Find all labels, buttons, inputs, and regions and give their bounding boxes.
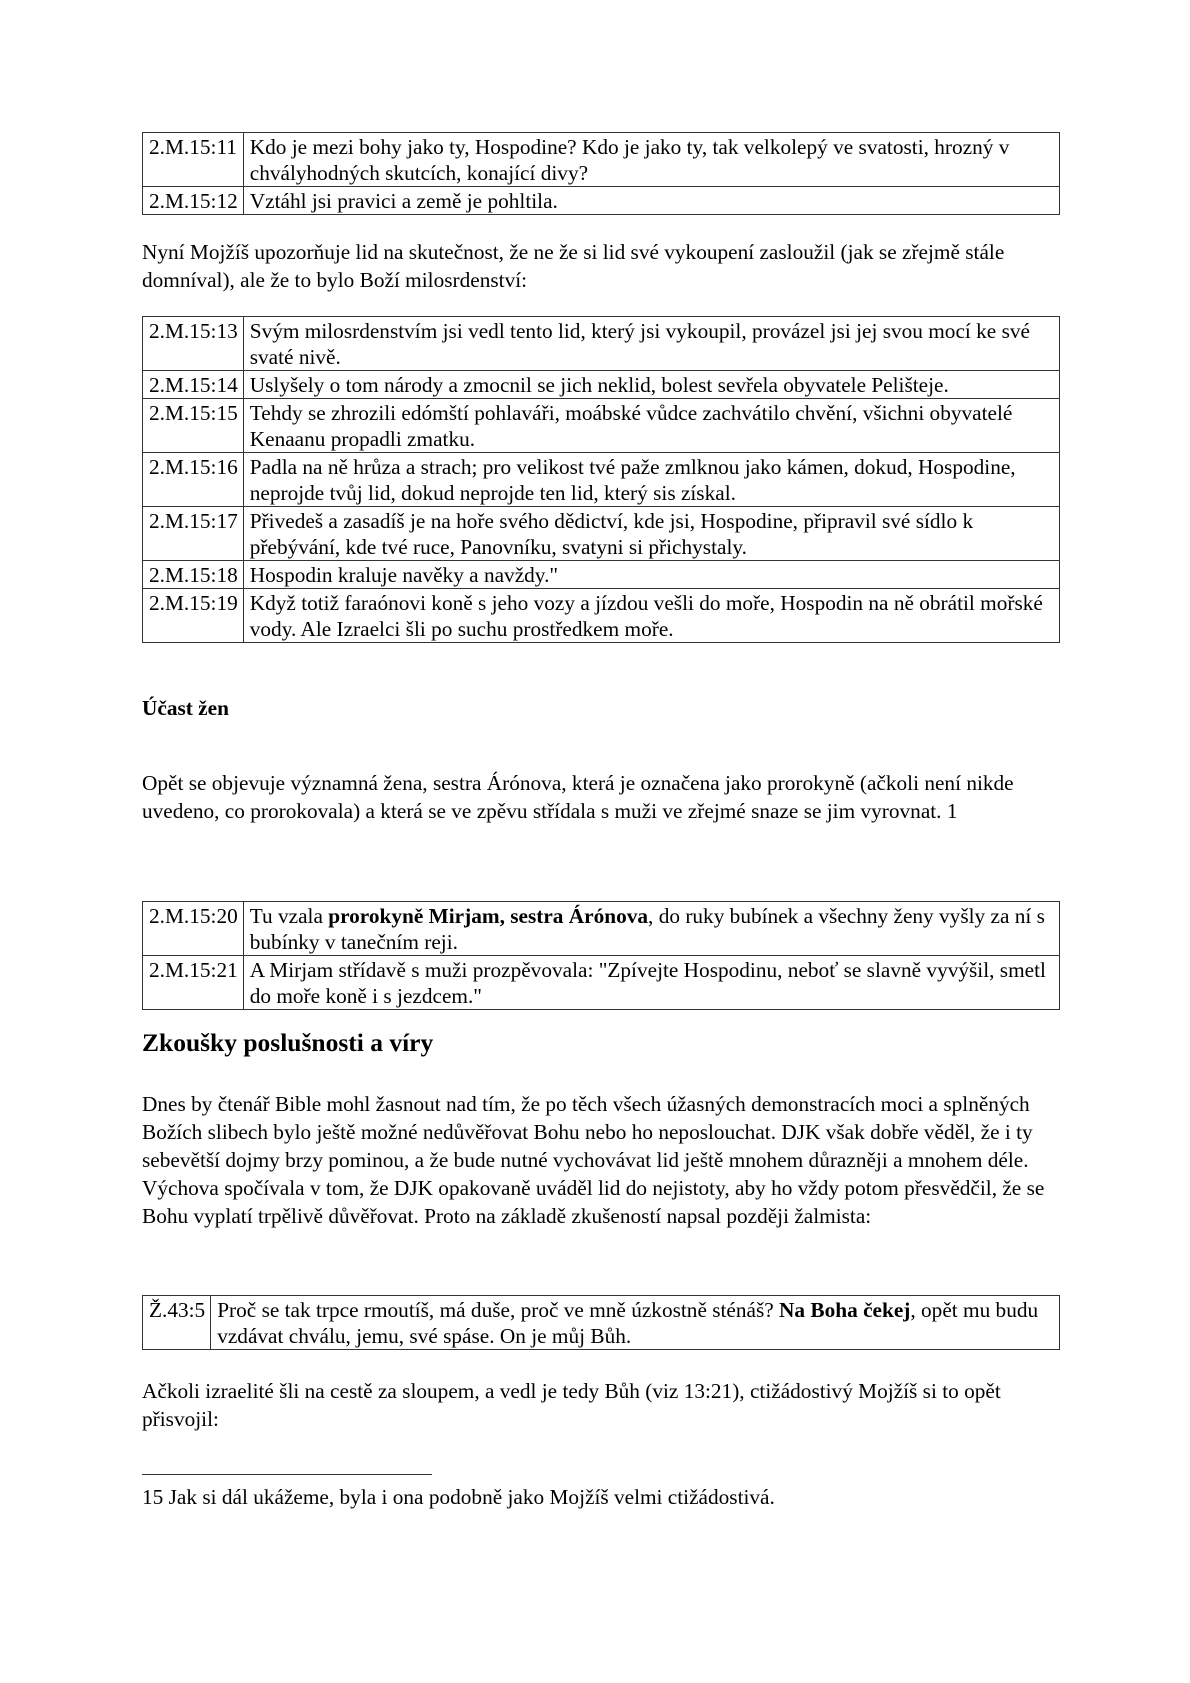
table-row <box>143 902 1060 956</box>
table-row <box>143 589 1060 643</box>
paragraph-4-wrap <box>142 1377 1060 1433</box>
verse-text-bold: Na Boha čekej <box>779 1298 911 1322</box>
verse-ref: 2.M.15:18 <box>143 561 244 589</box>
verse-table <box>142 316 1060 643</box>
paragraph-3-wrap <box>142 1090 1060 1230</box>
verse-text-part: , do ruky bubínek a všechny ženy vyšly za ní s bubínky v tanečním reji. <box>249 904 1045 954</box>
verse-text <box>211 1296 1060 1350</box>
table-row <box>143 187 1060 215</box>
paragraph: Dnes by čtenář Bible mohl žasnout nad tím, že po těch všech úžasných demonstracích moci a splněných Božích slibech bylo ještě možné nedůvěřovat Bohu nebo ho neposlouchat. DJK však dobře věděl, že i ty sebevětší dojmy brzy pominou, a že bude nutné vychovávat lid ještě mnohem důrazněji a mnohem déle. Výchova spočívala v tom, že DJK opakovaně uváděl lid do nejistoty, aby ho vždy potom přesvědčil, že se Bohu vyplatí trpělivě důvěřovat. Proto na základě zkušeností napsal později žalmista: <box>142 1092 1045 1228</box>
verse-table-3 <box>142 901 1060 1010</box>
verse-text: Uslyšely o tom národy a zmocnil se jich neklid, bolest sevřela obyvatele Pelišteje. <box>243 371 1059 399</box>
verse-text: Tehdy se zhrozili edómští pohlaváři, moábské vůdce zachvátilo chvění, všichni obyvatelé Kenaanu propadli zmatku. <box>243 399 1059 453</box>
verse-text: Přivedeš a zasadíš je na hoře svého dědictví, kde jsi, Hospodine, připravil své sídlo k přebývání, kde tvé ruce, Panovníku, svatyni si přichystaly. <box>243 507 1059 561</box>
table-row <box>143 399 1060 453</box>
verse-text: Hospodin kraluje navěky a navždy." <box>243 561 1059 589</box>
verse-ref: 2.M.15:20 <box>143 902 244 956</box>
verse-text: Kdo je mezi bohy jako ty, Hospodine? Kdo je jako ty, tak velkolepý ve svatosti, hrozný v chvályhodných skutcích, konající divy? <box>243 133 1059 187</box>
verse-table <box>142 901 1060 1010</box>
subheading: Účast žen <box>142 696 229 720</box>
table-row <box>143 956 1060 1010</box>
paragraph-2-wrap <box>142 769 1060 825</box>
table-row <box>143 453 1060 507</box>
table-row <box>143 317 1060 371</box>
verse-text-bold: prorokyně Mirjam, sestra Árónova <box>328 904 649 928</box>
verse-text-part: Tu vzala <box>249 904 329 928</box>
verse-text <box>243 902 1059 956</box>
verse-ref: 2.M.15:11 <box>143 133 244 187</box>
paragraph: Opět se objevuje významná žena, sestra Árónova, která je označena jako prorokyně (ačkoli není nikde uvedeno, co prorokovala) a která se ve zpěvu střídala s muži ve zřejmé snaze se jim vyrovnat. 1 <box>142 771 1014 823</box>
paragraph-1-wrap <box>142 238 1060 294</box>
verse-ref: 2.M.15:17 <box>143 507 244 561</box>
table-row <box>143 371 1060 399</box>
section-heading: Zkoušky poslušnosti a víry <box>142 1028 434 1057</box>
verse-ref: 2.M.15:16 <box>143 453 244 507</box>
subheading-wrap <box>142 694 1060 722</box>
verse-table <box>142 1295 1060 1350</box>
verse-text-part: , opět mu budu vzdávat chválu, jemu, své spáse. On je můj Bůh. <box>217 1298 1039 1348</box>
verse-ref: 2.M.15:13 <box>143 317 244 371</box>
verse-ref: 2.M.15:21 <box>143 956 244 1010</box>
verse-ref: 2.M.15:14 <box>143 371 244 399</box>
footnote: 15 Jak si dál ukážeme, byla i ona podobně jako Mojžíš velmi ctižádostivá. <box>142 1485 775 1509</box>
verse-text: Svým milosrdenstvím jsi vedl tento lid, který jsi vykoupil, provázel jsi jej svou mocí ke své svaté nivě. <box>243 317 1059 371</box>
table-row <box>143 561 1060 589</box>
paragraph: Nyní Mojžíš upozorňuje lid na skutečnost, že ne že si lid své vykoupení zasloužil (jak se zřejmě stále domníval), ale že to bylo Boží milosrdenství: <box>142 240 1005 292</box>
verse-ref: 2.M.15:12 <box>143 187 244 215</box>
verse-ref: 2.M.15:19 <box>143 589 244 643</box>
verse-table <box>142 132 1060 215</box>
verse-table-2 <box>142 316 1060 643</box>
verse-table-4 <box>142 1295 1060 1350</box>
paragraph: Ačkoli izraelité šli na cestě za sloupem, a vedl je tedy Bůh (viz 13:21), ctižádostivý Mojžíš si to opět přisvojil: <box>142 1379 1001 1431</box>
verse-ref: 2.M.15:15 <box>143 399 244 453</box>
verse-table-1 <box>142 132 1060 215</box>
verse-text: Vztáhl jsi pravici a země je pohltila. <box>243 187 1059 215</box>
verse-text: Když totiž faraónovi koně s jeho vozy a jízdou vešli do moře, Hospodin na ně obrátil mořské vody. Ale Izraelci šli po suchu prostředkem moře. <box>243 589 1059 643</box>
section-heading-wrap <box>142 1027 1060 1059</box>
footnote-separator <box>142 1474 432 1475</box>
table-row <box>143 507 1060 561</box>
table-row <box>143 133 1060 187</box>
verse-text: A Mirjam střídavě s muži prozpěvovala: "Zpívejte Hospodinu, neboť se slavně vyvýšil, smetl do moře koně i s jezdcem." <box>243 956 1059 1010</box>
verse-text: Padla na ně hrůza a strach; pro velikost tvé paže zmlknou jako kámen, dokud, Hospodine, neprojde tvůj lid, dokud neprojde ten lid, který sis získal. <box>243 453 1059 507</box>
verse-ref: Ž.43:5 <box>143 1296 211 1350</box>
table-row <box>143 1296 1060 1350</box>
verse-text-part: Proč se tak trpce rmoutíš, má duše, proč ve mně úzkostně sténáš? <box>217 1298 780 1322</box>
